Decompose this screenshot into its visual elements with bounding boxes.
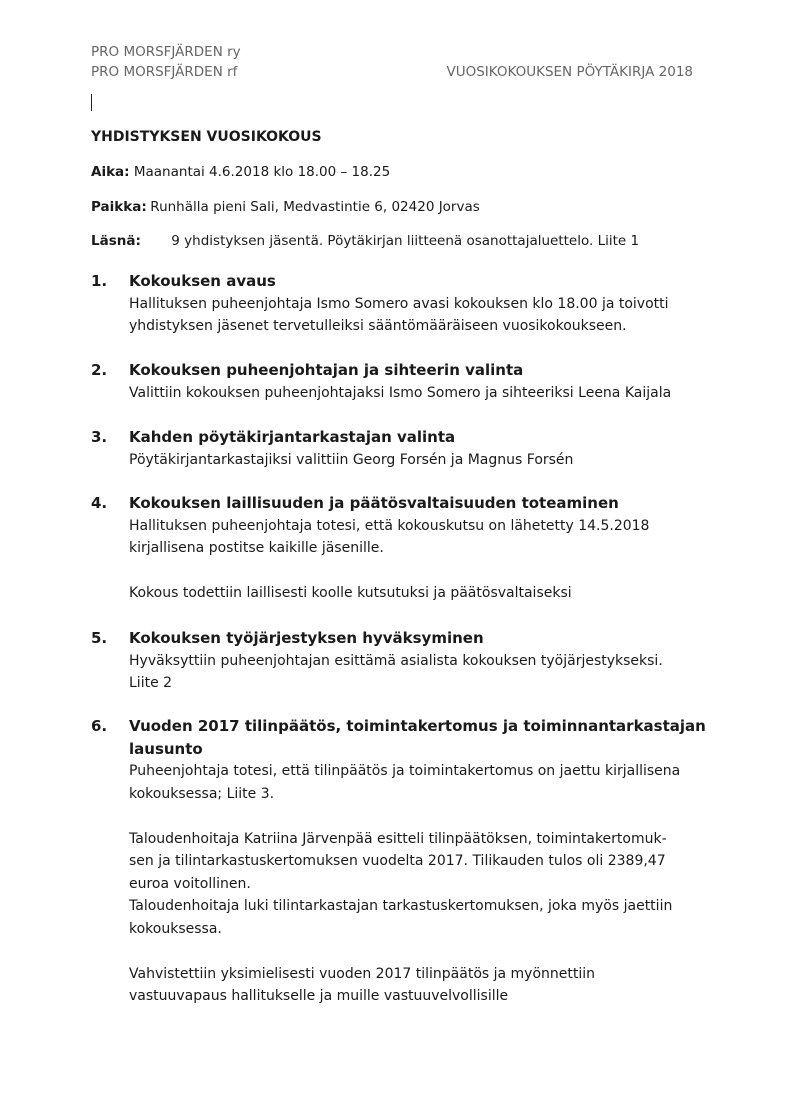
item-text-line: kokouksessa; Liite 3. (129, 785, 275, 802)
item-text-line: Hyväksyttiin puheenjohtajan esittämä asialista kokouksen työjärjestykseksi. (129, 652, 663, 669)
meta-place-label: Paikka: (91, 199, 147, 215)
paragraph-gap (129, 560, 711, 583)
item-text-line: kokouksessa. (129, 920, 222, 937)
item-text-line: Taloudenhoitaja Katriina Järvenpää esitteli tilinpäätöksen, toimintakertomuk- (129, 830, 667, 847)
text-cursor (91, 94, 92, 111)
item-text-line: kirjallisena postitse kaikille jäsenille. (129, 540, 384, 556)
meta-place (91, 197, 480, 217)
item-text-line: euroa voitollinen. (129, 875, 251, 892)
meta-present (91, 231, 639, 251)
organization-header (91, 42, 241, 82)
item-heading: Kokouksen työjärjestyksen hyväksyminen (129, 629, 484, 647)
item-heading-continued: lausunto (129, 739, 203, 758)
agenda-item-1 (91, 270, 711, 338)
item-text-line: Taloudenhoitaja luki tilintarkastajan tarkastuskertomuksen, joka myös jaettiin (129, 898, 673, 914)
agenda-item-3 (91, 426, 711, 471)
item-number: 1. (91, 272, 108, 290)
meta-time-label: Aika: (91, 164, 130, 180)
item-number: 3. (91, 428, 108, 446)
paragraph-gap (129, 805, 711, 828)
item-text-line: Valittiin kokouksen puheenjohtajaksi Ismo Somero ja sihteeriksi Leena Kaijala (129, 384, 672, 401)
item-heading: Vuoden 2017 tilinpäätös, toimintakertomus ja toiminnantarkastajan (129, 717, 706, 735)
agenda-item-6 (91, 715, 711, 1008)
page-title: YHDISTYKSEN VUOSIKOKOUS (91, 129, 322, 145)
org-name-sv: PRO MORSFJÄRDEN rf (91, 64, 238, 80)
meta-present-value: 9 yhdistyksen jäsentä. Pöytäkirjan liitteenä osanottajaluettelo. Liite 1 (171, 233, 640, 249)
item-text-line: sen ja tilintarkastuskertomuksen vuodelta 2017. Tilikauden tulos oli 2389,47 (129, 853, 666, 869)
document-header-title: VUOSIKOKOUKSEN PÖYTÄKIRJA 2018 (446, 64, 693, 80)
agenda-item-5 (91, 627, 711, 695)
meta-place-value: Runhälla pieni Sali, Medvastintie 6, 02420 Jorvas (150, 199, 480, 215)
item-text-line: Liite 2 (129, 675, 173, 691)
item-heading: Kokouksen puheenjohtajan ja sihteerin valinta (129, 361, 524, 379)
item-heading: Kokouksen laillisuuden ja päätösvaltaisuuden toteaminen (129, 494, 619, 512)
item-text-line: Hallituksen puheenjohtaja Ismo Somero avasi kokouksen klo 18.00 ja toivotti (129, 295, 669, 312)
item-text-line: Puheenjohtaja totesi, että tilinpäätös ja toimintakertomus on jaettu kirjallisena (129, 763, 681, 779)
agenda-item-4 (91, 492, 711, 605)
item-text-line: yhdistyksen jäsenet tervetulleiksi sääntömääräiseen vuosikokoukseen. (129, 318, 627, 334)
org-name-fi: PRO MORSFJÄRDEN ry (91, 44, 241, 60)
meta-time (91, 162, 390, 182)
item-text-line: vastuuvapaus hallitukselle ja muille vastuuvelvollisille (129, 988, 509, 1004)
item-text-line: Pöytäkirjantarkastajiksi valittiin Georg Forsén ja Magnus Forsén (129, 451, 574, 468)
item-text-line: Kokous todettiin laillisesti koolle kutsutuksi ja päätösvaltaiseksi (129, 585, 572, 601)
item-number: 2. (91, 361, 108, 379)
item-number: 5. (91, 629, 108, 647)
meta-present-label: Läsnä: (91, 233, 141, 249)
item-text-line: Hallituksen puheenjohtaja totesi, että kokouskutsu on lähetetty 14.5.2018 (129, 517, 650, 534)
item-text-line: Vahvistettiin yksimielisesti vuoden 2017 tilinpäätös ja myönnettiin (129, 965, 596, 982)
item-heading: Kokouksen avaus (129, 272, 276, 290)
agenda-item-2 (91, 359, 711, 404)
item-number: 6. (91, 717, 108, 735)
item-heading: Kahden pöytäkirjantarkastajan valinta (129, 428, 456, 446)
paragraph-gap (129, 940, 711, 963)
meta-time-value: Maanantai 4.6.2018 klo 18.00 – 18.25 (133, 164, 391, 180)
item-number: 4. (91, 494, 108, 512)
